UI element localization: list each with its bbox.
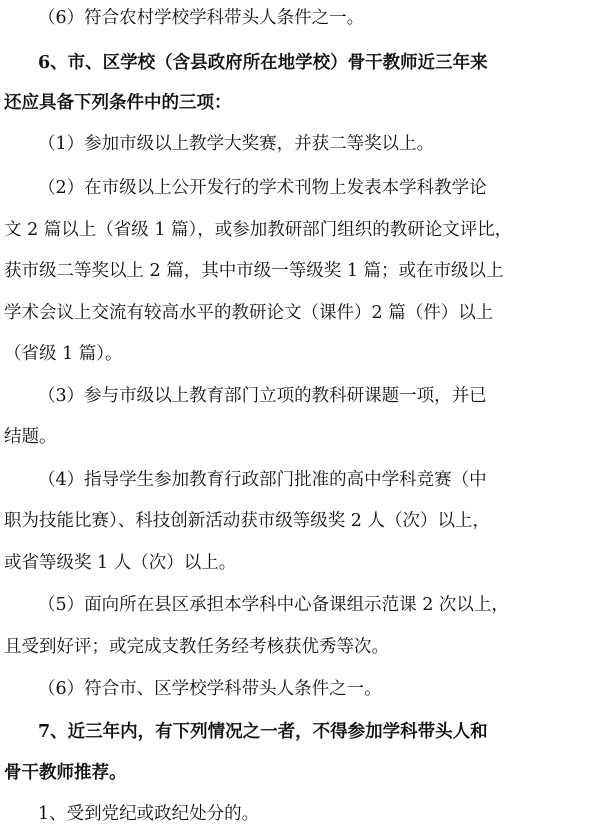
criteria-item-5-cont: 且受到好评；或完成支教任务经考核获优秀等次。 <box>4 637 389 657</box>
criteria-item-4-cont-1: 职为技能比赛）、科技创新活动获市级等级奖 2 人（次）以上， <box>4 511 491 531</box>
criteria-item-2-cont-3: 学术会议上交流有较高水平的教研论文（课件）2 篇（件）以上 <box>4 303 494 323</box>
exclusion-item-1: 1、受到党纪或政纪处分的。 <box>38 804 260 824</box>
criteria-item-rural-6: （6）符合农村学校学科带头人条件之一。 <box>38 8 365 28</box>
section-7-heading-cont: 骨干教师推荐。 <box>4 763 127 783</box>
section-6-heading-cont: 还应具备下列条件中的三项： <box>4 93 232 113</box>
criteria-item-5: （5）面向所在县区承担本学科中心备课组示范课 2 次以上， <box>38 595 509 615</box>
section-7-heading: 7、近三年内，有下列情况之一者，不得参加学科带头人和 <box>38 722 488 742</box>
criteria-item-2: （2）在市级以上公开发行的学术刊物上发表本学科教学论 <box>38 178 487 198</box>
criteria-item-2-cont-2: 获市级二等奖以上 2 篇，其中市级一等级奖 1 篇；或在市级以上 <box>4 261 504 281</box>
criteria-item-2-cont-1: 文 2 篇以上（省级 1 篇），或参加教研部门组织的教研论文评比， <box>4 220 513 240</box>
criteria-item-4: （4）指导学生参加教育行政部门批准的高中学科竞赛（中 <box>38 470 487 490</box>
criteria-item-3-cont: 结题。 <box>4 427 57 447</box>
criteria-item-6: （6）符合市、区学校学科带头人条件之一。 <box>38 679 382 699</box>
criteria-item-1: （1）参加市级以上教学大奖赛，并获二等奖以上。 <box>38 134 435 154</box>
section-6-heading: 6、市、区学校（含县政府所在地学校）骨干教师近三年来 <box>38 53 488 73</box>
criteria-item-4-cont-2: 或省等级奖 1 人（次）以上。 <box>4 553 237 573</box>
criteria-item-2-cont-4: （省级 1 篇）。 <box>4 344 123 364</box>
criteria-item-3: （3）参与市级以上教育部门立项的教科研课题一项，并已 <box>38 386 487 406</box>
